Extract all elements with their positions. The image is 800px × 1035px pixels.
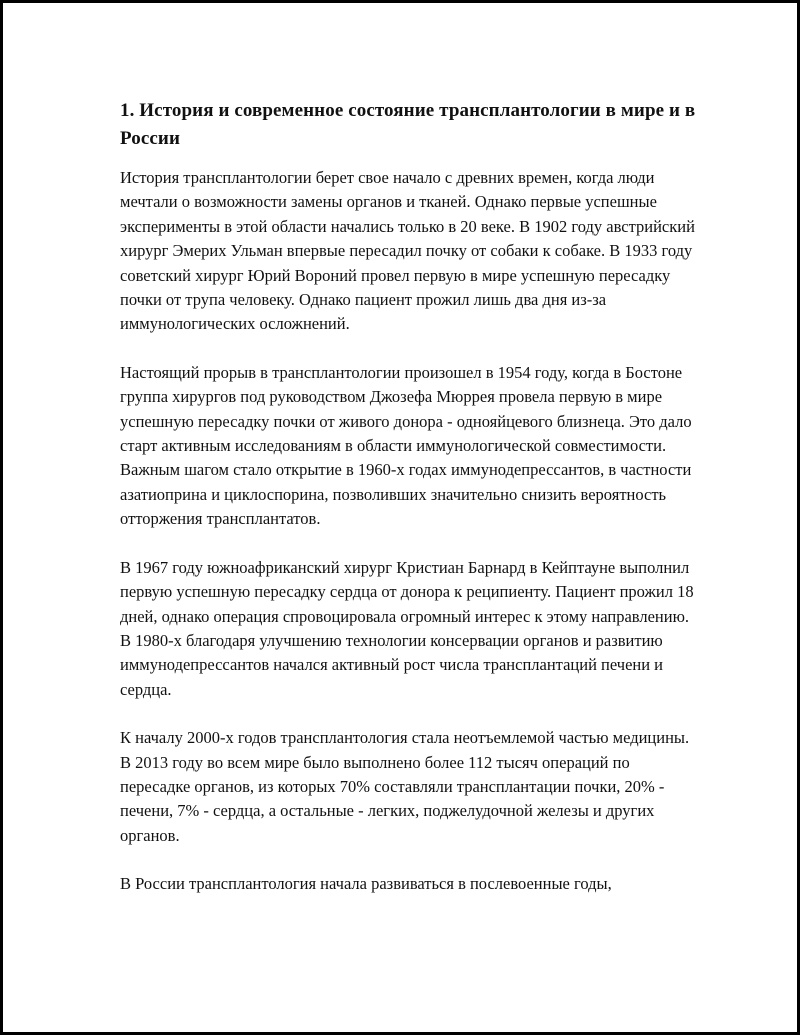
section-title: 1. История и современное состояние трансплантологии в мире и в России	[120, 100, 696, 149]
paragraph-russia-start: В России трансплантология начала развиваться в послевоенные годы,	[120, 874, 612, 894]
paragraph-breakthrough-1954: Настоящий прорыв в трансплантологии произошел в 1954 году, когда в Бостоне группа хирургов под руководством Джозефа Мюррея провела первую в мире успешную пересадку почки от живого донора - однояйцевого близнеца. Это дало старт активным исследованиям в области иммунологической совместимости. Важным шагом стало открытие в 1960-х годах иммунодепрессантов, в частности азатиоприна и циклоспорина, позволивших значительно снизить вероятность отторжения трансплантатов.	[120, 362, 692, 529]
paragraph-history-origins: История трансплантологии берет свое начало с древних времен, когда люди мечтали о возможности замены органов и тканей. Однако первые успешные эксперименты в этой области начались только в 20 веке. В 1902 году австрийский хирург Эмерих Ульман впервые пересадил почку от собаки к собаке. В 1933 году советский хирург Юрий Вороний провел первую в мире успешную пересадку почки от трупа человеку. Однако пациент прожил лишь два дня из-за иммунологических осложнений.	[120, 168, 695, 334]
paragraph-heart-transplant-1967: В 1967 году южноафриканский хирург Кристиан Барнард в Кейптауне выполнил первую успешную пересадку сердца от донора к реципиенту. Пациент прожил 18 дней, однако операция спровоцировала огромный интерес к этому направлению. В 1980-х благодаря улучшению технологии консервации органов и развитию иммунодепрессантов начался активный рост числа трансплантаций печени и сердца.	[120, 557, 694, 699]
document-content	[120, 97, 700, 921]
paragraph-modern-statistics: К началу 2000-х годов трансплантология стала неотъемлемой частью медицины. В 2013 году во всем мире было выполнено более 112 тысяч операций по пересадке органов, из которых 70% составляли трансплантации почки, 20% - печени, 7% - сердца, а остальные - легких, поджелудочной железы и других органов.	[120, 728, 690, 845]
